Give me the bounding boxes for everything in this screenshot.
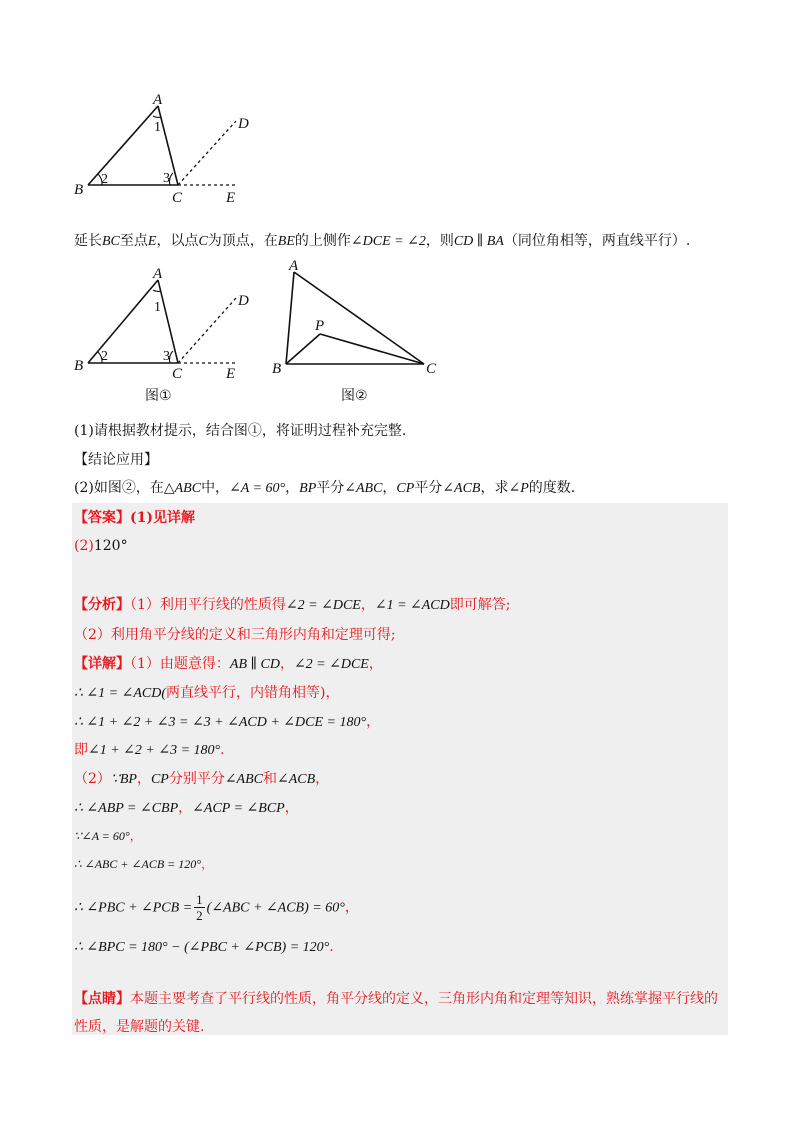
answer-part-2-value: 120°: [93, 538, 128, 554]
detail-text-6c: ，: [284, 800, 299, 816]
fig1-label-b: B: [74, 358, 84, 374]
detail-text-10e: .: [329, 939, 334, 955]
intro-e: E: [147, 234, 157, 249]
detail-math-5d: ∠ACB: [277, 772, 316, 787]
fig1-label-angle-2: 2: [101, 349, 108, 364]
q2-bp: BP: [299, 481, 317, 496]
intro-text-3: ，以点: [156, 233, 199, 249]
detail-text-1c: ，: [368, 656, 383, 672]
figure-2-caption: 图②: [341, 388, 368, 404]
detail-text-5e: ，: [315, 771, 330, 787]
detail-math-5a: ∵BP: [110, 772, 137, 787]
fig1-ray-cd: [178, 298, 236, 363]
q2-angle-p: ∠P: [508, 481, 529, 496]
detail-math-7: ∵∠A = 60°: [74, 829, 130, 843]
detail-text-4a: 即: [74, 742, 88, 758]
detail-math-9a: ∴ ∠PBC + ∠PCB =: [74, 900, 193, 916]
analysis-text-1: （1）利用平行线的性质得: [130, 597, 286, 613]
analysis-line-1: [74, 595, 510, 616]
detail-line-5: [74, 769, 329, 790]
fig2-label-b: B: [272, 361, 282, 377]
fig1-label-a: A: [153, 266, 163, 282]
answer-line-2: [74, 536, 128, 556]
q2-text-1: (2)如图②，在: [74, 480, 164, 496]
fig1-label-c: C: [172, 366, 183, 382]
fig1-label-angle-3: 3: [163, 349, 170, 364]
detail-line-1: [74, 654, 383, 675]
detail-text-9e: ，: [344, 899, 359, 916]
label-b: B: [74, 182, 84, 198]
detail-line-7: [74, 826, 142, 846]
fig2-label-c: C: [426, 361, 437, 377]
comment-text-1: 本题主要考查了平行线的性质，角平分线的定义，三角形内角和定理等知识，熟练掌握平行线的: [130, 991, 718, 1007]
question-1: (1)请根据教材提示，结合图①，将证明过程补充完整.: [74, 423, 407, 439]
q2-triangle: △ABC: [163, 481, 202, 496]
detail-text-2e: )，: [319, 685, 340, 701]
fig2-segment-ac: [294, 272, 424, 364]
intro-text-6: ，则: [425, 233, 454, 249]
intro-text-5: 的上侧作: [294, 233, 351, 249]
detail-line-2: [74, 683, 339, 704]
detail-text-5b: ，: [136, 771, 151, 787]
q2-angle-acb: ∠ACB: [442, 481, 481, 496]
intro-text-7: （同位角相等，两直线平行）.: [503, 233, 691, 249]
label-e: E: [226, 190, 236, 206]
detail-math-4: ∠1 + ∠2 + ∠3 = 180°: [88, 743, 221, 758]
q2-text-2: 中，: [201, 480, 230, 496]
answer-part-1: (1)见详解: [130, 510, 195, 526]
q2-text-4: 平分: [316, 480, 345, 496]
intro-line: [74, 231, 690, 252]
analysis-tag: 【分析】: [74, 597, 130, 613]
detail-text-6b: ，: [178, 800, 193, 816]
detail-math-6b: ∠ACP = ∠BCP: [192, 801, 285, 816]
detail-line-9: [74, 892, 359, 923]
detail-math-5c: ∠ABC: [224, 772, 263, 787]
analysis-text-2: ，: [360, 597, 375, 613]
detail-line-8: [74, 854, 213, 874]
figure-1: [60, 262, 280, 382]
label-a: A: [153, 92, 163, 108]
detail-math-2: ∴ ∠1 = ∠ACD(: [74, 686, 166, 701]
intro-text-4: 为顶点，在: [207, 233, 278, 249]
q2-angle-a: ∠A = 60°: [229, 481, 286, 496]
detail-math-8: ∴ ∠ABC + ∠ACB = 120°: [74, 857, 202, 871]
fig1-label-e: E: [226, 366, 236, 382]
intro-text-2: 至点: [119, 233, 148, 249]
label-angle-2: 2: [101, 172, 108, 187]
intro-text-1: 延长: [74, 233, 102, 249]
q2-text-5: ，: [382, 480, 397, 496]
detail-text-5c: 分别平分: [168, 771, 225, 787]
section-heading: 【结论应用】: [74, 452, 158, 468]
detail-text-5d: 和: [263, 771, 277, 787]
figure-2: [268, 256, 448, 381]
q2-text-8: 的度数.: [528, 480, 576, 496]
fig1-segment-ab: [88, 280, 158, 363]
comment-tag: 【点睛】: [74, 991, 130, 1007]
detail-text-1b: ，: [279, 656, 294, 672]
detail-line-4: [74, 740, 225, 761]
q2-text-3: ，: [285, 480, 300, 496]
q2-angle-abc: ∠ABC: [344, 481, 383, 496]
comment-line-2: 性质，是解题的关键.: [74, 1019, 205, 1035]
detail-math-9b: (∠ABC + ∠ACB) = 60°: [206, 900, 345, 916]
fig2-segment-ab: [286, 272, 294, 364]
question-2: [74, 478, 575, 499]
detail-math-6a: ∴ ∠ABP = ∠CBP: [74, 801, 179, 816]
analysis-line-2: （2）利用角平分线的定义和三角形内角和定理可得;: [74, 627, 396, 643]
detail-text-2: 两直线平行，内错角相等: [165, 685, 320, 701]
detail-text-4e: .: [220, 742, 225, 758]
fig2-label-p: P: [315, 318, 325, 334]
intro-parallel: CD ∥ BA: [453, 234, 504, 249]
q2-text-7: ，求: [480, 480, 509, 496]
angle-arc-3: [169, 173, 173, 185]
answer-tag: 【答案】: [74, 510, 130, 526]
fig2-segment-bp: [286, 334, 320, 364]
detail-text-7e: ，: [129, 829, 142, 843]
figure-1-caption: 图①: [145, 388, 172, 404]
comment-line-1: [74, 989, 718, 1009]
segment-ab: [88, 106, 158, 185]
label-c: C: [172, 190, 183, 206]
detail-math-3: ∴ ∠1 + ∠2 + ∠3 = ∠3 + ∠ACD + ∠DCE = 180°: [74, 715, 367, 730]
analysis-math-1: ∠2 = ∠DCE: [285, 598, 361, 613]
detail-math-1b: ∠2 = ∠DCE: [293, 657, 369, 672]
top-figure: [60, 88, 280, 208]
fig2-label-a: A: [289, 258, 299, 274]
detail-fraction-numerator: 1: [196, 892, 203, 907]
detail-line-10: [74, 937, 334, 958]
label-d: D: [238, 116, 249, 132]
analysis-math-2: ∠1 = ∠ACD: [374, 598, 450, 613]
fig1-label-angle-1: 1: [154, 300, 161, 315]
intro-bc: BC: [102, 234, 120, 249]
fig1-angle-arc-3: [169, 351, 173, 363]
label-angle-3: 3: [163, 171, 170, 186]
intro-eq: ∠DCE = ∠2: [350, 234, 426, 249]
fig2-segment-cp: [320, 334, 424, 364]
detail-fraction: [194, 892, 205, 923]
q2-text-6: 平分: [414, 480, 443, 496]
answer-line-1: [74, 508, 195, 528]
q2-cp: CP: [396, 481, 415, 496]
detail-math-5b: CP: [150, 772, 169, 787]
answer-part-2-label: (2): [74, 538, 94, 554]
detail-text-8e: ，: [201, 857, 214, 871]
detail-line-6: [74, 798, 299, 819]
detail-line-3: [74, 712, 380, 733]
detail-text-3e: ，: [366, 714, 381, 730]
detail-math-10: ∴ ∠BPC = 180° − (∠PBC + ∠PCB) = 120°: [74, 940, 330, 955]
detail-fraction-denominator: 2: [196, 908, 203, 923]
label-angle-1: 1: [154, 120, 161, 135]
detail-text-1a: （1）由题意得：: [130, 656, 230, 672]
analysis-text-3: 即可解答;: [449, 597, 511, 613]
fig1-label-d: D: [238, 293, 249, 309]
detail-text-5a: （2）: [74, 771, 111, 787]
ray-cd: [178, 121, 236, 185]
detail-tag: 【详解】: [74, 656, 130, 672]
intro-be: BE: [277, 234, 295, 249]
detail-math-1a: AB ∥ CD: [229, 657, 280, 672]
intro-c: C: [198, 234, 208, 249]
